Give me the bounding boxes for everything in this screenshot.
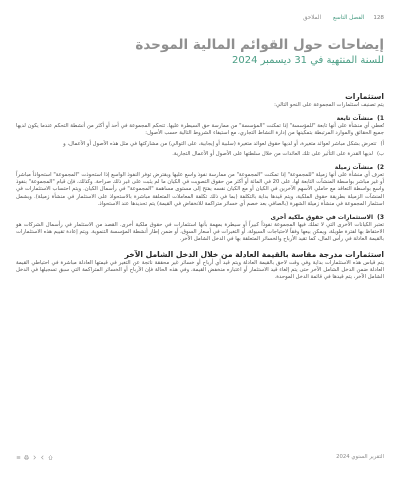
item-b-marker: ب)	[376, 150, 384, 157]
private-equity-number: 3)	[377, 214, 384, 222]
section-label: الملاحق	[303, 15, 322, 21]
subsidiaries-item-b	[16, 151, 384, 158]
page-header	[16, 12, 384, 24]
subsidiaries-title: منشآت تابعة	[336, 115, 374, 123]
fvoci-paragraph: يتم قياس هذه الاستثمارات بداية وفي وقت لاحق بالقيمة العادلة ويتم قيد أي أرباح أو خسائر غير محققة ناتجة عن التغير في قيمتها العادلة مباشرة في احتياطي القيمة العادلة ضمن الدخل الشامل الآخر حتى يتم إلغاء قيد الاستثمار أو اعتباره منخفض القيمة، وفي هذه الحالة فإن الأرباح أو الخسائر المتراكمة التي سبق تسجيلها في الدخل الشامل الآخر، يتم قيدها في قائمة الدخل الموحدة.	[16, 259, 384, 281]
private-equity-paragraph: تعتبر الكيانات الأخرى التي لا تملك فيها المجموعة نفوذاً كبيراً أو سيطرة بمهمة بأنها استثمارات في حقوق ملكية أخرى. القصد من الاستثمار في رأسمال الشركات هو الاحتفاظ بها لفترة طويلة، ويمكن بيعها وفقاً لاحتياجات السيولة، أو التغيرات في أسعار السوق، أو ضمن إطار أنشطة المؤسسة التنموية. ويتم إعادة تقييم هذه الاستثمارات بالقيمة العادلة في رأس المال، كما تقيد الأرباح والخسائر المتعلقة بها في الدخل الشامل الآخر.	[16, 222, 384, 243]
menu-icon[interactable]	[16, 455, 21, 460]
investments-intro: يتم تصنيف استثمارات المجموعة على النحو التالي:	[274, 102, 384, 108]
associates-paragraph: تعرف أي منشأة على أنها زميلة "للمجموعة" إذا تمكنت "المجموعة" من ممارسة نفوذ واسع عليها ويقترض توفر النفوذ الواسع إذا استحوذت "المجموعة" استحواذاً مباشراً أو غير مباشر بواسطة المنشآت التابعة لها، على 20 في المائة أو أكثر من حقوق التصويت في الكيان ما لم يثبت على غير ذلك صراحة. وكذلك، فإن قيام "المجموعة" بنفوذ واسع بواسطة التعاقد مع حاملي الأسهم الآخرين في الكيان أو مع الكيان نفسه يفتح إلى مستوى مساهمة "المجموعة" في رأسمال الكيان. ويتم احتساب الاستثمارات في المنشآت الزميلة بطريقة حقوق الملكية، ويتم قيدها بداية بالتكلفة (بما في ذلك تكلفة المعاملات المتعلقة مباشرة بالاستحواذ على الاستثمار في منشأة زميلة). ويشمل استثمار المجموعة في منشأة زميلة الشهرة (بالصافي بعد خصم أي خسائر متراكمة للانخفاض في القيمة) يتم تحديدها عند الاستحواذ.	[16, 172, 384, 207]
investments-heading: استثمارات	[345, 92, 384, 101]
subsidiaries-item-a	[16, 141, 384, 148]
subsidiaries-paragraph: تُعطي أي منشأة على أنها تابعة "للمؤسسة" إذا تمكنت "المؤسسة" من ممارسة حق السيطرة عليها. تتحكم المجموعة في أحد أو أكثر من أنشطة التحكم عندما يكون لديها جميع الحقائق والموارد المرتبطة بتمكينها من إدارة النشاط التجاري، مع استيفاء الشروط التالية حسب الأصول:	[16, 123, 384, 137]
title-block	[16, 37, 384, 67]
home-icon[interactable]	[48, 455, 53, 460]
print-icon[interactable]	[24, 455, 29, 460]
fvoci-heading: استثمارات مدرجة مقاسة بالقيمة العادلة من خلال الدخل الشامل الآخر	[124, 249, 384, 259]
subsidiaries-heading	[16, 115, 384, 123]
annual-report-label: التقرير السنوي 2024	[336, 454, 384, 460]
footer-nav-icons	[16, 455, 53, 460]
page-title: إيضاحات حول القوائم المالية الموحدة	[135, 37, 384, 53]
item-a-text: تتعرض بشكل مباشر لعوائد متغيرة، أو لديها حقوق لعوائد متغيرة (سلبية أو إيجابية، على التوالي) من مشاركتها في مثل هذه الأصول أو الأعمال، و	[63, 140, 377, 147]
private-equity-heading	[16, 214, 384, 222]
forward-icon[interactable]	[32, 455, 37, 460]
associates-heading	[16, 164, 384, 172]
associates-title: منشآت زميلة	[334, 164, 374, 172]
associates-number: 2)	[377, 164, 384, 172]
page-subtitle: للسنة المنتهية في 31 ديسمبر 2024	[232, 55, 384, 66]
subsidiaries-number: 1)	[377, 115, 384, 123]
page-footer	[16, 453, 384, 461]
private-equity-title: الاستثمارات في حقوق ملكية أخرى	[270, 214, 374, 222]
content-body	[16, 92, 384, 281]
item-b-text: لديها القدرة على التأثير على تلك العائدات من خلال سلطتها على الأصول أو الأعمال التجارية.	[172, 150, 373, 157]
back-icon[interactable]	[40, 455, 45, 460]
chapter-label: الفصل التاسع	[333, 15, 365, 21]
page-number: 128	[373, 15, 384, 21]
item-a-marker: أ)	[380, 140, 384, 147]
